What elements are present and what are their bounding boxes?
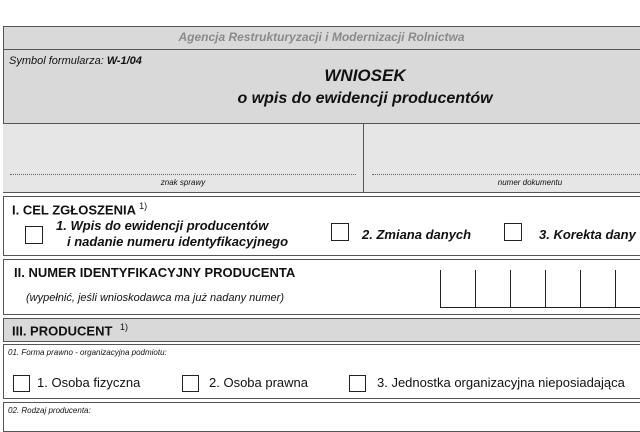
option-natural-person: 1. Osoba fizyczna [37,375,141,390]
id-cell-divider [440,270,441,307]
form-subtitle: o wpis do ewidencji producentów [237,90,493,107]
case-number-caption: znak sprawy [160,178,206,187]
section-purpose-title: I. CEL ZGŁOSZENIA [12,202,136,218]
id-cell-divider [580,270,581,307]
document-number-line [372,174,640,175]
id-cell-divider [615,270,616,307]
case-number-line [10,174,356,175]
option-legal-person: 2. Osoba prawna [209,375,309,390]
section-producer-id-hint: (wypełnić, jeśli wnioskodawca ma już nadany numer) [26,292,285,304]
id-cell-divider [545,270,546,307]
checkbox-natural-person[interactable] [13,375,30,392]
option-data-change: 2. Zmiana danych [362,227,472,242]
producer-id-input[interactable] [440,270,640,308]
option-organizational-unit: 3. Jednostka organizacyjna nieposiadająca [377,375,625,390]
checkbox-legal-person[interactable] [182,375,199,392]
form-symbol-label: Symbol formularza: [9,55,104,67]
section-producer-id-title: II. NUMER IDENTYFIKACYJNY PRODUCENTA [14,265,296,280]
section-producer-heading [12,322,128,338]
section-purpose-footnote: 1) [139,201,148,211]
agency-name: Agencja Restrukturyzacji i Modernizacji Rolnictwa [178,30,465,44]
field-producer-type [3,402,640,432]
id-cell-divider [475,270,476,307]
document-number-caption: numer dokumentu [497,178,563,187]
section-purpose-heading [12,201,147,217]
checkbox-correction[interactable] [504,223,522,241]
field-legal-form-label: 01. Forma prawno - organizacyjna podmiotu: [8,348,167,357]
id-cell-divider [510,270,511,307]
field-producer-type-label: 02. Rodzaj producenta: [8,406,91,415]
checkbox-data-change[interactable] [331,223,349,241]
option-new-entry-line1: 1. Wpis do ewidencji producentów [56,218,269,233]
form-title: WNIOSEK [324,66,406,85]
option-new-entry-line2: i nadanie numeru identyfikacyjnego [67,234,289,249]
section-producer-footnote: 1) [120,322,129,332]
section-producer-title: III. PRODUCENT [12,323,113,339]
form-symbol-value: W-1/04 [106,55,142,67]
checkbox-organizational-unit[interactable] [349,375,366,392]
form-symbol [9,55,142,67]
header-divider [3,49,640,50]
option-correction: 3. Korekta dany [539,227,636,242]
checkbox-new-entry[interactable] [25,226,43,244]
